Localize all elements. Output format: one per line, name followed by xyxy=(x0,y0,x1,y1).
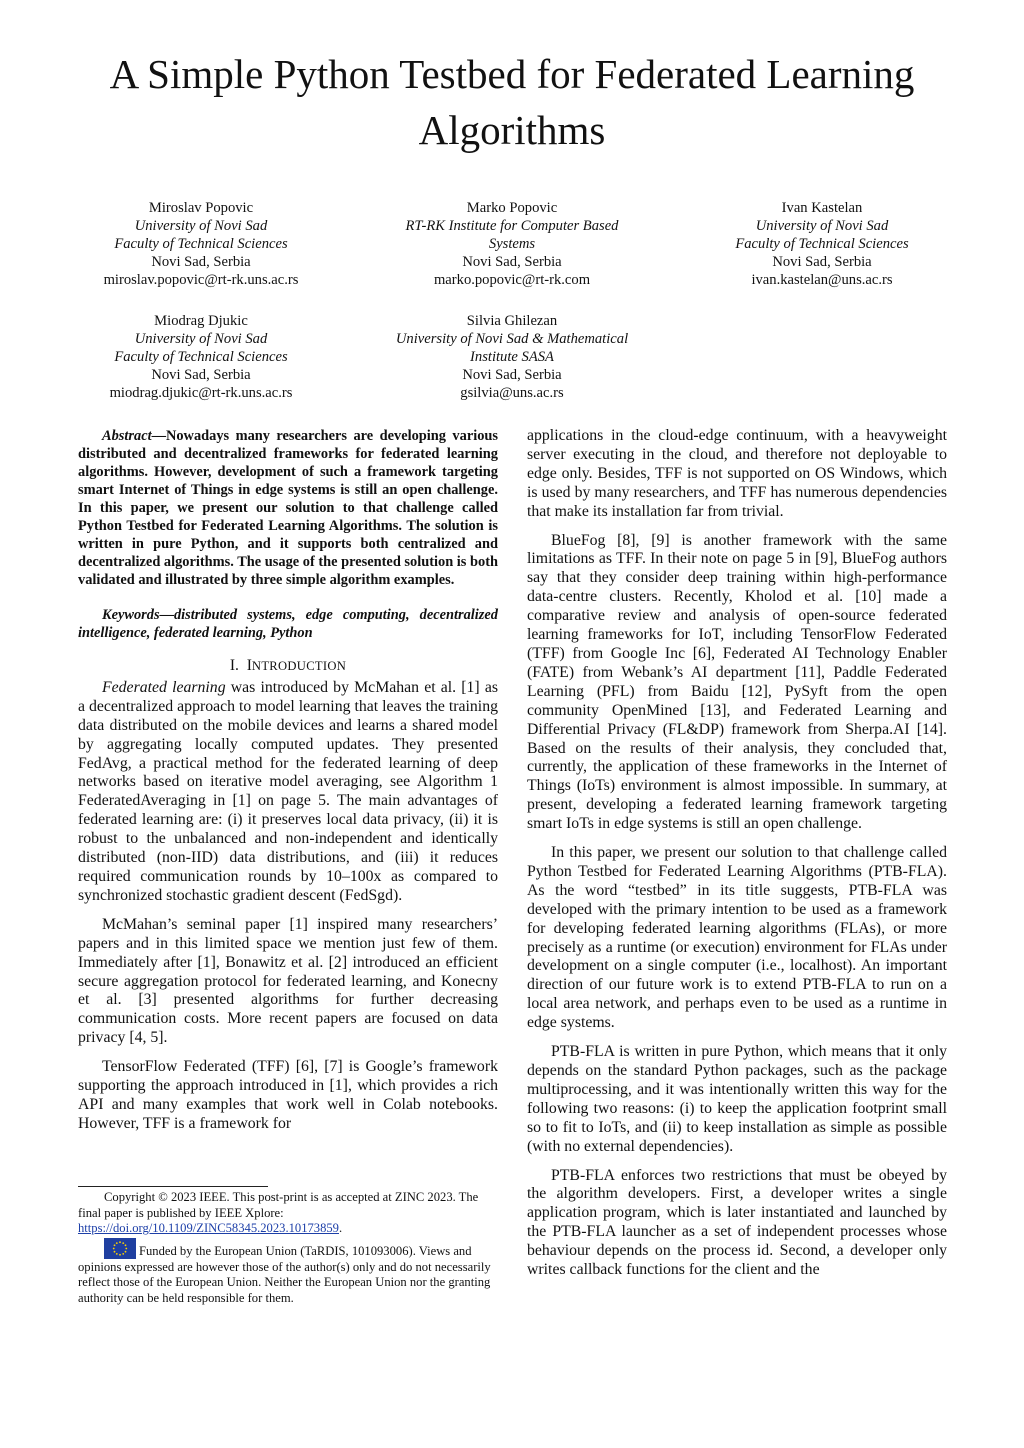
author-city: Novi Sad, Serbia xyxy=(151,367,251,383)
eu-flag-icon xyxy=(104,1238,136,1259)
author-affiliation: Institute SASA xyxy=(470,349,554,365)
author-email: miodrag.djukic@rt-rk.uns.ac.rs xyxy=(109,385,293,401)
author-name: Miodrag Djukic xyxy=(154,313,248,329)
section-number: I. xyxy=(229,657,239,674)
author-affiliation: University of Novi Sad & Mathematical xyxy=(395,331,629,347)
author-email: miroslav.popovic@rt-rk.uns.ac.rs xyxy=(103,272,299,288)
author-email: marko.popovic@rt-rk.com xyxy=(433,272,591,288)
author-affiliation: University of Novi Sad xyxy=(755,218,889,234)
intro-italic-term: Federated learning xyxy=(102,678,226,696)
paper-title xyxy=(60,46,964,158)
author-city: Novi Sad, Serbia xyxy=(462,367,562,383)
author-affiliation: University of Novi Sad xyxy=(134,218,268,234)
section-heading xyxy=(78,657,498,676)
author-city: Novi Sad, Serbia xyxy=(151,254,251,270)
right-paragraph-5: PTB-FLA enforces two restrictions that must be obeyed by the algorithm developers. First, a developer writes a single application program, which is later instantiated and launched by the PTB-FLA launcher as a set of independent processes whose behaviour depends on the process id. Second, a developer only writes callback functions for the client and the xyxy=(527,1166,947,1279)
footnote-rule xyxy=(78,1186,268,1187)
author-affiliation: Faculty of Technical Sciences xyxy=(114,236,288,252)
right-paragraph-1: applications in the cloud-edge continuum, with a heavyweight server executing in the cloud, and therefore not deployable to edge only. Besides, TFF is not supported on OS Windows, which is used by many researchers, and TFF has numerous dependencies that make its installation far from trivial. xyxy=(527,427,947,520)
funding-text: Funded by the European Union (TaRDIS, 101093006). Views and opinions expressed are however those of the author(s) only and do not necessarily reflect those of the European Union. Neither the European Union nor the granting authority can be held responsible for them. xyxy=(78,1244,491,1305)
author-block-1 xyxy=(51,199,351,289)
intro-paragraph-3: TensorFlow Federated (TFF) [6], [7] is Google’s framework supporting the approach introduced in [1], which provides a rich API and many examples that work well in Colab notebooks. However, TFF is a framework for xyxy=(78,1058,498,1132)
right-column xyxy=(527,427,947,1280)
author-block-2 xyxy=(362,199,662,289)
title-line-2: Algorithms xyxy=(418,107,606,153)
author-block-3 xyxy=(672,199,972,289)
intro-paragraph-1-text: was introduced by McMahan et al. [1] as a decentralized approach to model learning that leaves the training data distributed on the mobile devices and learns a shared model by aggregating locally computed updates. They presented FedAvg, a practical method for the federated learning of deep networks based on iterative model averaging, see Algorithm 1 FederatedAveraging in [1] on page 5. The main advantages of federated learning are: (i) it preserves local data privacy, (ii) it is robust to the unbalanced and non-independent and identically distributed (non-IID) data distributions, and (iii) it reduces required communication rounds by 10–100x as compared to synchronized stochastic gradient descent (FedSgd). xyxy=(78,678,498,904)
doi-link-end: . xyxy=(338,1221,343,1236)
right-paragraph-4: PTB-FLA is written in pure Python, which means that it only depends on the standard Python packages, such as the package multiprocessing, and it was intentionally written this way for the following two reasons: (i) to keep the application footprint small so to fit to IoTs, and (ii) to keep installation as simple as possible (with no external dependencies). xyxy=(527,1043,947,1155)
abstract-label: Abstract xyxy=(102,428,152,444)
author-block-5 xyxy=(362,312,662,402)
right-paragraph-3: In this paper, we present our solution to that challenge called Python Testbed for Federated Learning Algorithms (PTB-FLA). As the word “testbed” in its title suggests, PTB-FLA was developed with the primary intention to be used as a framework for developing federated learning algorithms (FLAs), or more precisely as a runtime (or execution) environment for FLAs under development on a single computer (i.e., localhost). An important direction of our future work is to extend PTB-FLA to run on a local area network, and perhaps even to be used as a runtime in edge systems. xyxy=(527,844,947,1032)
author-email: ivan.kastelan@uns.ac.rs xyxy=(751,272,893,288)
author-affiliation: Faculty of Technical Sciences xyxy=(114,349,288,365)
author-name: Ivan Kastelan xyxy=(781,200,863,216)
author-name: Silvia Ghilezan xyxy=(466,313,558,329)
title-line-1: A Simple Python Testbed for Federated Learning xyxy=(109,51,915,97)
author-affiliation: RT-RK Institute for Computer Based xyxy=(405,218,619,234)
author-name: Marko Popovic xyxy=(466,200,558,216)
author-email: gsilvia@uns.ac.rs xyxy=(460,385,564,401)
right-paragraph-2: BlueFog [8], [9] is another framework with the same limitations as TFF. In their note on page 5 in [9], BlueFog authors say that they consider deep training within high-performance data-centre clusters. Recently, Kholod et al. [10] made a comparative review and analysis of open-source federated learning frameworks for IoT, including TensorFlow Federated (TFF) from Google Inc [6], Federated AI Technology Enabler (FATE) from Webank’s AI department [11], Paddle Federated Learning (PFL) from Baidu [12], PySyft from the open community OpenMined [13], and Federated Learning and Differential Privacy (FL&DP) framework from Sherpa.AI [14]. Based on the results of their analysis, they concluded that, currently, the application of these frameworks in the Internet of Things (IoTs) environment is almost impossible. In summary, at present, developing a federated learning framework targeting smart IoTs in edge systems is still an open challenge. xyxy=(527,531,947,833)
section-title-rest: NTRODUCTION xyxy=(251,659,347,673)
keywords: Keywords—distributed systems, edge computing, decentralized intelligence, federated learning, Python xyxy=(78,607,498,641)
author-city: Novi Sad, Serbia xyxy=(462,254,562,270)
author-affiliation: Faculty of Technical Sciences xyxy=(735,236,909,252)
funding-footnote xyxy=(78,1238,498,1306)
copyright-text: Copyright © 2023 IEEE. This post-print is as accepted at ZINC 2023. The final paper is published by IEEE Xplore: xyxy=(78,1190,479,1220)
intro-paragraph-2: McMahan’s seminal paper [1] inspired many researchers’ papers and in this limited space we mention just few of them. Immediately after [1], Bonawitz et al. [2] introduced an efficient secure aggregation protocol for federated learning, and Konecny et al. [3] presented algorithms for further decreasing communication costs. More recent papers are focused on data privacy [4, 5]. xyxy=(78,915,498,1047)
section-title-initial: I xyxy=(246,657,252,674)
copyright-footnote xyxy=(78,1190,498,1237)
author-affiliation: Systems xyxy=(488,236,536,252)
author-name: Miroslav Popovic xyxy=(148,200,254,216)
author-block-4 xyxy=(51,312,351,402)
abstract-text: —Nowadays many researchers are developing various distributed and decentralized frameworks for federated learning algorithms. However, development of such a framework targeting smart Internet of Things in edge systems is still an open challenge. In this paper, we present our solution to that challenge called Python Testbed for Federated Learning Algorithms. The solution is written in pure Python, and it supports both centralized and decentralized algorithms. The usage of the presented solution is both validated and illustrated by three simple algorithm examples. xyxy=(78,428,498,588)
doi-link[interactable]: https://doi.org/10.1109/ZINC58345.2023.10173859 xyxy=(78,1221,339,1236)
intro-paragraph-1 xyxy=(78,679,498,906)
left-column xyxy=(78,427,498,1134)
author-city: Novi Sad, Serbia xyxy=(772,254,872,270)
abstract xyxy=(78,427,498,589)
author-affiliation: University of Novi Sad xyxy=(134,331,268,347)
